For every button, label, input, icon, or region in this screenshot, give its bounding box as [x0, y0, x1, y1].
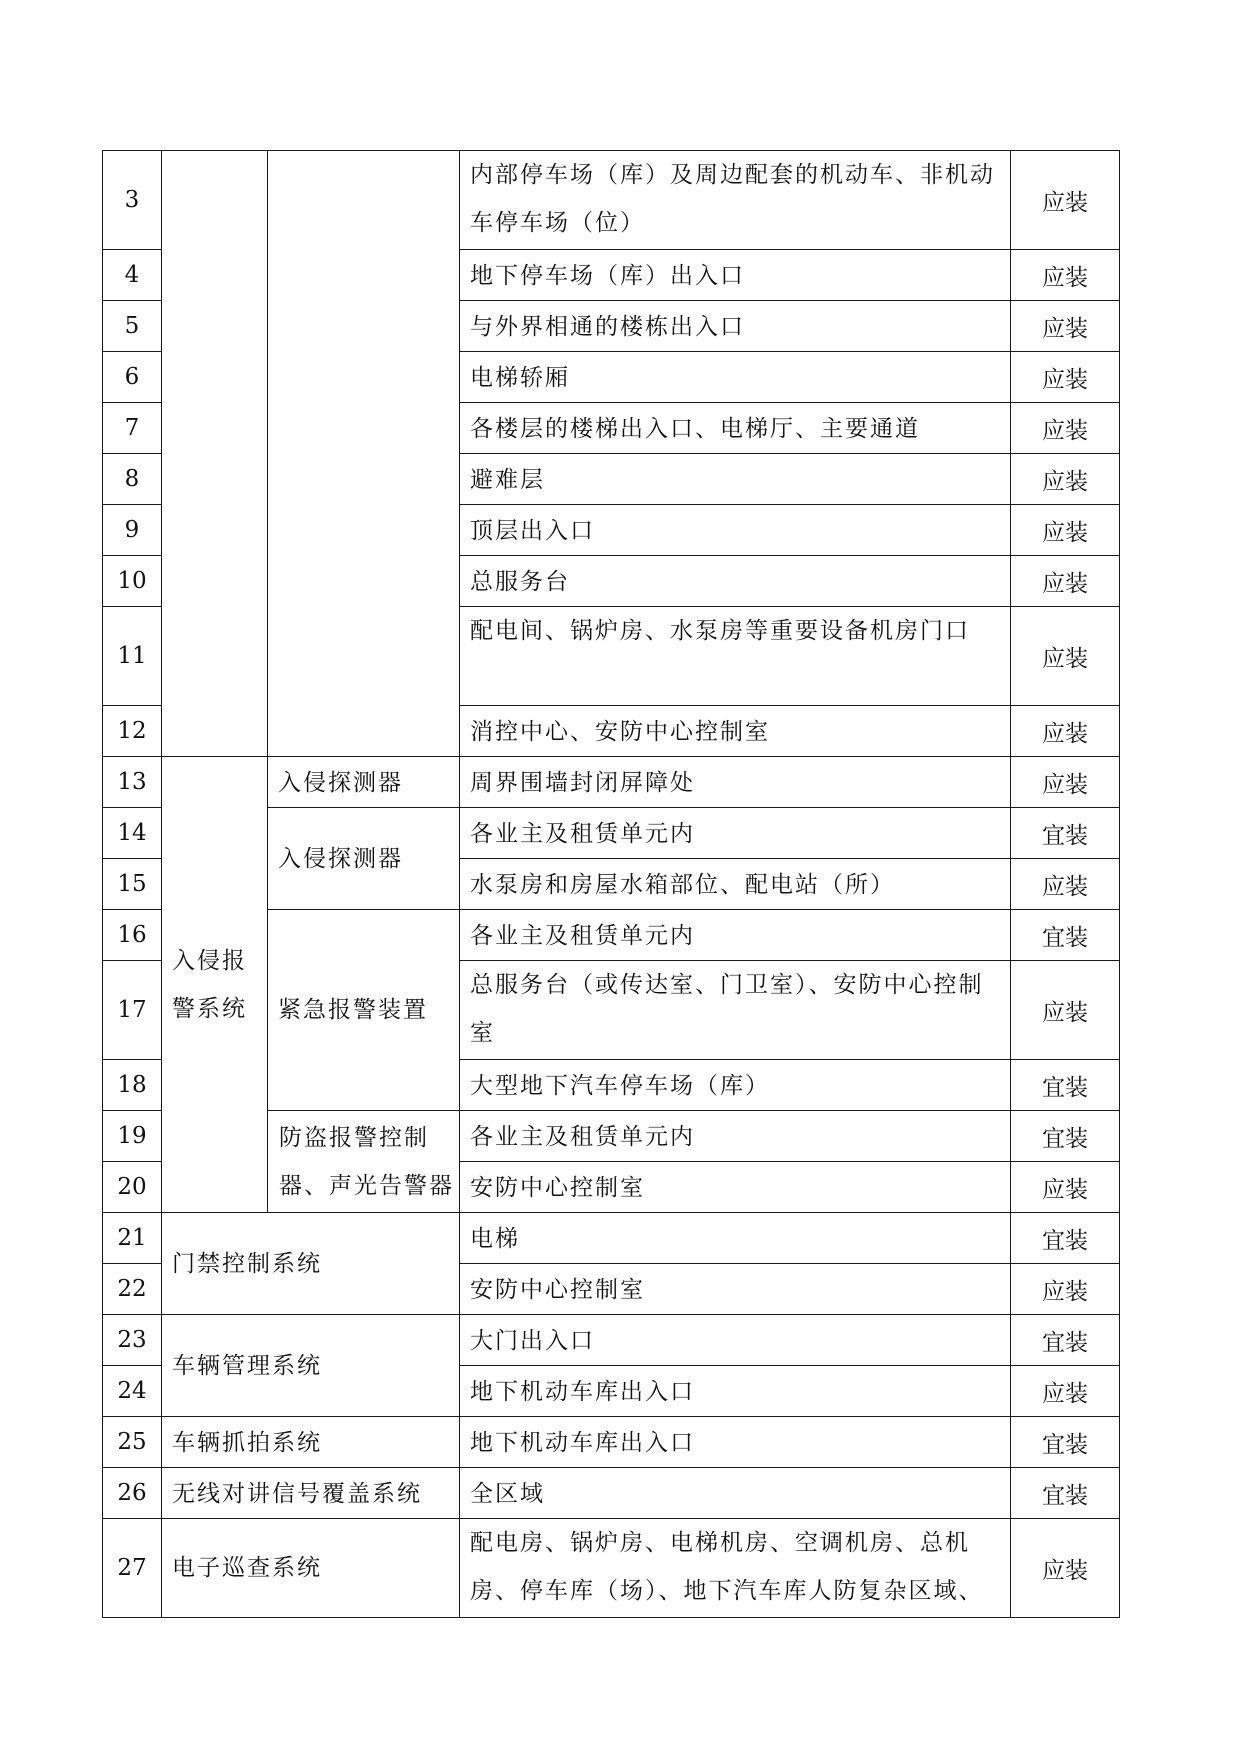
system-wireless-intercom: 无线对讲信号覆盖系统: [162, 1468, 460, 1519]
row-number: 10: [103, 556, 162, 607]
row-number: 3: [103, 151, 162, 250]
install-requirement: 应装: [1011, 706, 1120, 757]
row-number: 5: [103, 301, 162, 352]
row-number: 12: [103, 706, 162, 757]
install-location: 电梯: [460, 1213, 1011, 1264]
system-intrusion-alarm: 入侵报警系统: [162, 757, 268, 1213]
system-vehicle-capture: 车辆抓拍系统: [162, 1417, 460, 1468]
security-equipment-table: [102, 150, 1120, 1618]
install-location: 各业主及租赁单元内: [460, 808, 1011, 859]
install-requirement: 应装: [1011, 505, 1120, 556]
install-requirement: 宜装: [1011, 808, 1120, 859]
table-row: [103, 757, 1120, 808]
install-requirement: 宜装: [1011, 1315, 1120, 1366]
install-location: 与外界相通的楼栋出入口: [460, 301, 1011, 352]
install-location: 地下停车场（库）出入口: [460, 250, 1011, 301]
install-requirement: 应装: [1011, 859, 1120, 910]
install-location: 总服务台: [460, 556, 1011, 607]
install-requirement: 应装: [1011, 301, 1120, 352]
install-requirement: 宜装: [1011, 1060, 1120, 1111]
install-requirement: 宜装: [1011, 910, 1120, 961]
row-number: 23: [103, 1315, 162, 1366]
install-requirement: 应装: [1011, 250, 1120, 301]
install-location: 内部停车场（库）及周边配套的机动车、非机动车停车场（位）: [460, 151, 1011, 250]
row-number: 13: [103, 757, 162, 808]
install-requirement: 宜装: [1011, 1111, 1120, 1162]
install-location: 各业主及租赁单元内: [460, 910, 1011, 961]
row-number: 21: [103, 1213, 162, 1264]
install-location: 电梯轿厢: [460, 352, 1011, 403]
install-requirement: 应装: [1011, 352, 1120, 403]
row-number: 22: [103, 1264, 162, 1315]
install-requirement: 应装: [1011, 151, 1120, 250]
install-location: 配电房、锅炉房、电梯机房、空调机房、总机房、停车库（场）、地下汽车库人防复杂区域、: [460, 1519, 1011, 1618]
install-location: 水泵房和房屋水箱部位、配电站（所）: [460, 859, 1011, 910]
row-number: 15: [103, 859, 162, 910]
install-location: 周界围墙封闭屏障处: [460, 757, 1011, 808]
install-location: 消控中心、安防中心控制室: [460, 706, 1011, 757]
install-requirement: 应装: [1011, 556, 1120, 607]
table-row: [103, 1213, 1120, 1264]
row-number: 27: [103, 1519, 162, 1618]
install-requirement: 宜装: [1011, 1213, 1120, 1264]
table-row: [103, 1315, 1120, 1366]
row-number: 4: [103, 250, 162, 301]
row-number: 9: [103, 505, 162, 556]
install-location: 地下机动车库出入口: [460, 1417, 1011, 1468]
install-requirement: 应装: [1011, 1366, 1120, 1417]
device-cell-video: [268, 151, 460, 757]
install-location: 大型地下汽车停车场（库）: [460, 1060, 1011, 1111]
row-number: 18: [103, 1060, 162, 1111]
install-location: 地下机动车库出入口: [460, 1366, 1011, 1417]
device-burglar-alarm-controller: 防盗报警控制器、声光告警器: [268, 1111, 460, 1213]
install-requirement: 应装: [1011, 757, 1120, 808]
row-number: 6: [103, 352, 162, 403]
row-number: 7: [103, 403, 162, 454]
system-guard-tour: 电子巡查系统: [162, 1519, 460, 1618]
install-requirement: 应装: [1011, 961, 1120, 1060]
install-location: 各楼层的楼梯出入口、电梯厅、主要通道: [460, 403, 1011, 454]
install-location: 顶层出入口: [460, 505, 1011, 556]
install-location: 避难层: [460, 454, 1011, 505]
system-cell-video: [162, 151, 268, 757]
row-number: 24: [103, 1366, 162, 1417]
row-number: 8: [103, 454, 162, 505]
install-location: 安防中心控制室: [460, 1162, 1011, 1213]
install-requirement: 应装: [1011, 1519, 1120, 1618]
install-location: 大门出入口: [460, 1315, 1011, 1366]
install-requirement: 应装: [1011, 607, 1120, 706]
system-access-control: 门禁控制系统: [162, 1213, 460, 1315]
system-vehicle-management: 车辆管理系统: [162, 1315, 460, 1417]
install-location: 安防中心控制室: [460, 1264, 1011, 1315]
row-number: 26: [103, 1468, 162, 1519]
install-requirement: 应装: [1011, 403, 1120, 454]
install-requirement: 宜装: [1011, 1468, 1120, 1519]
install-requirement: 应装: [1011, 1264, 1120, 1315]
table-row: [103, 151, 1120, 250]
install-location: 配电间、锅炉房、水泵房等重要设备机房门口: [460, 607, 1011, 706]
table-row: [103, 1468, 1120, 1519]
install-requirement: 应装: [1011, 1162, 1120, 1213]
row-number: 25: [103, 1417, 162, 1468]
install-requirement: 应装: [1011, 454, 1120, 505]
install-requirement: 宜装: [1011, 1417, 1120, 1468]
device-emergency-alarm: 紧急报警装置: [268, 910, 460, 1111]
table-row: [103, 1417, 1120, 1468]
row-number: 14: [103, 808, 162, 859]
install-location: 全区域: [460, 1468, 1011, 1519]
device-intrusion-detector: 入侵探测器: [268, 757, 460, 808]
device-intrusion-detector: 入侵探测器: [268, 808, 460, 910]
install-location: 总服务台（或传达室、门卫室）、安防中心控制室: [460, 961, 1011, 1060]
row-number: 16: [103, 910, 162, 961]
row-number: 20: [103, 1162, 162, 1213]
table-row: [103, 1519, 1120, 1618]
install-location: 各业主及租赁单元内: [460, 1111, 1011, 1162]
row-number: 11: [103, 607, 162, 706]
row-number: 19: [103, 1111, 162, 1162]
row-number: 17: [103, 961, 162, 1060]
